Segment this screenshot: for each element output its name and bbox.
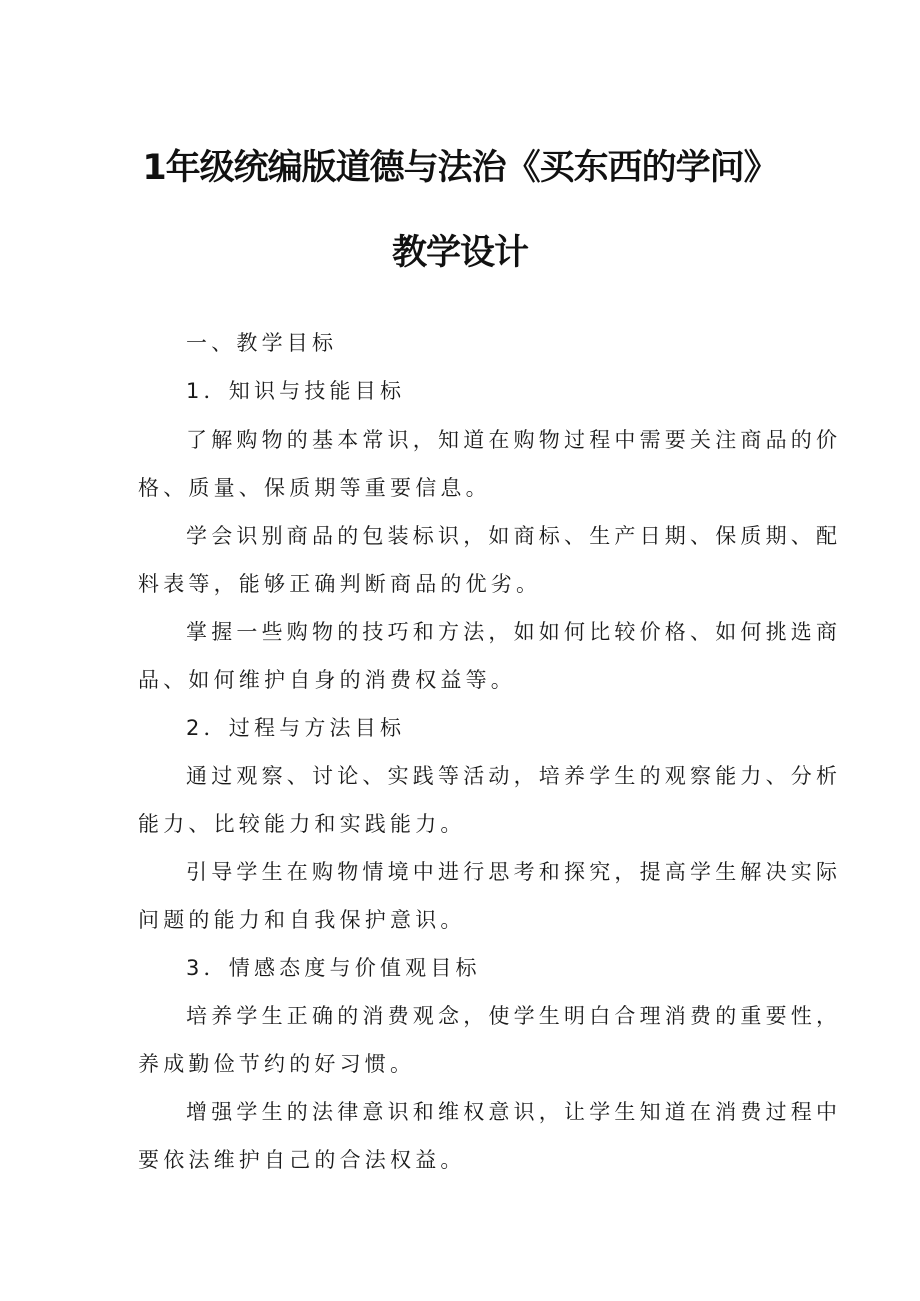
paragraph-line: 能力、比较能力和实践能力。 (138, 812, 466, 836)
paragraph-line: 掌握一些购物的技巧和方法，如如何比较价格、如何挑选商 (186, 620, 842, 644)
paragraph-line: 了解购物的基本常识，知道在购物过程中需要关注商品的价 (186, 428, 842, 452)
paragraph-line: 引导学生在购物情境中进行思考和探究，提高学生解决实际 (186, 860, 842, 884)
section-heading-teaching-goals: 一、教学目标 (186, 331, 338, 355)
paragraph-line: 料表等，能够正确判断商品的优劣。 (138, 572, 542, 596)
subheading-process-methods: 2．过程与方法目标 (186, 716, 406, 740)
subheading-knowledge-skills: 1．知识与技能目标 (186, 379, 406, 403)
paragraph-line: 学会识别商品的包装标识，如商标、生产日期、保质期、配 (186, 524, 842, 548)
paragraph-line: 品、如何维护自身的消费权益等。 (138, 668, 516, 692)
paragraph-line: 养成勤俭节约的好习惯。 (138, 1052, 416, 1076)
paragraph-line: 要依法维护自己的合法权益。 (138, 1148, 466, 1172)
document-title-line-1: 1年级统编版道德与法治《买东西的学问》 (142, 148, 778, 188)
paragraph-line: 培养学生正确的消费观念，使学生明白合理消费的重要性， (186, 1004, 842, 1028)
document-title-line-2: 教学设计 (391, 233, 528, 273)
paragraph-line: 问题的能力和自我保护意识。 (138, 908, 466, 932)
subheading-emotions-values: 3．情感态度与价值观目标 (186, 956, 481, 980)
paragraph-line: 增强学生的法律意识和维权意识，让学生知道在消费过程中 (186, 1100, 842, 1124)
paragraph-line: 通过观察、讨论、实践等活动，培养学生的观察能力、分析 (186, 764, 842, 788)
paragraph-line: 格、质量、保质期等重要信息。 (138, 476, 491, 500)
